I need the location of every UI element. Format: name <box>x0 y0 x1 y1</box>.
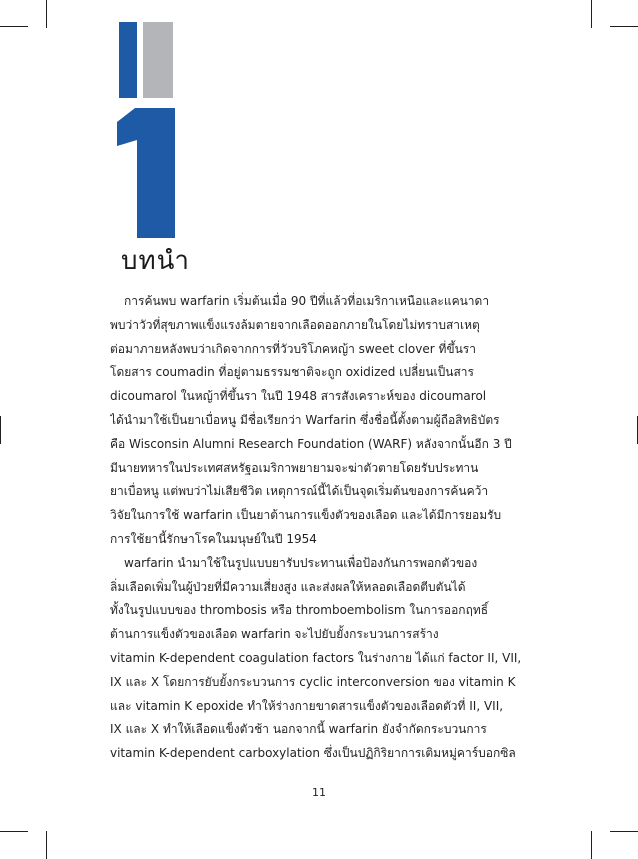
body-text <box>110 290 532 766</box>
chapter-accent-bar-blue <box>119 22 137 98</box>
chapter-title: บทนำ <box>121 246 191 276</box>
chapter-number <box>117 108 177 238</box>
crop-mark <box>0 416 1 444</box>
page-number: 11 <box>312 786 326 799</box>
crop-mark <box>0 26 28 27</box>
crop-mark <box>46 831 47 859</box>
text-line: vitamin K-dependent coagulation factors ในร่างกาย ได้แก่ factor II, VII, <box>110 650 522 665</box>
text-line: โดยสาร coumadin ที่อยู่ตามธรรมชาติจะถูก oxidized เปลี่ยนเป็นสาร <box>110 365 474 380</box>
text-line: วิจัยในการใช้ warfarin เป็นยาต้านการแข็งตัวของเลือด และได้มีการยอมรับ <box>110 508 502 523</box>
crop-mark <box>0 831 28 832</box>
text-line: ได้นำมาใช้เป็นยาเบื่อหนู มีชื่อเรียกว่า Warfarin ซึ่งชื่อนี้ตั้งตามผู้ถือสิทธิบัตร <box>110 412 500 427</box>
paragraph <box>110 290 532 552</box>
text-line: ยาเบื่อหนู แต่พบว่าไม่เสียชีวิต เหตุการณ์นี้ได้เป็นจุดเริ่มต้นของการค้นคว้า <box>110 484 489 499</box>
text-line: คือ Wisconsin Alumni Research Foundation (WARF) หลังจากนั้นอีก 3 ปี <box>110 436 512 451</box>
crop-mark <box>46 0 47 28</box>
text-line: IX และ X โดยการยับยั้งกระบวนการ cyclic interconversion ของ vitamin K <box>110 674 516 689</box>
text-line: ต่อมาภายหลังพบว่าเกิดจากการที่วัวบริโภคหญ้า sweet clover ที่ขึ้นรา <box>110 341 476 356</box>
text-line: warfarin นำมาใช้ในรูปแบบยารับประทานเพื่อป้องกันการพอกตัวของ <box>124 555 478 570</box>
paragraph <box>110 552 532 766</box>
text-line: dicoumarol ในหญ้าที่ขึ้นรา ในปี 1948 สารสังเคราะห์ของ dicoumarol <box>110 389 487 404</box>
crop-mark <box>591 0 592 28</box>
text-line: มีนายทหารในประเทศสหรัฐอเมริกาพยายามจะฆ่าตัวตายโดยรับประทาน <box>110 460 479 475</box>
text-line: ทั้งในรูปแบบของ thrombosis หรือ thromboembolism ในการออกฤทธิ์ <box>110 603 489 618</box>
crop-mark <box>610 26 638 27</box>
text-line: ลิ่มเลือดเพิ่มในผู้ป่วยที่มีความเสี่ยงสูง และส่งผลให้หลอดเลือดตีบตันได้ <box>110 579 466 594</box>
chapter-accent-bar-gray <box>143 22 173 98</box>
text-line: การใช้ยานี้รักษาโรคในมนุษย์ในปี 1954 <box>110 531 317 546</box>
text-line: พบว่าวัวที่สุขภาพแข็งแรงล้มตายจากเลือดออกภายในโดยไม่ทราบสาเหตุ <box>110 317 480 332</box>
text-line: vitamin K-dependent carboxylation ซึ่งเป็นปฏิกิริยาการเติมหมู่คาร์บอกซิล <box>110 746 516 761</box>
text-line: IX และ X ทำให้เลือดแข็งตัวช้า นอกจากนี้ warfarin ยังจำกัดกระบวนการ <box>110 722 487 737</box>
crop-mark <box>591 831 592 859</box>
text-line: การค้นพบ warfarin เริ่มต้นเมื่อ 90 ปีที่แล้วที่อเมริกาเหนือและแคนาดา <box>124 294 490 308</box>
crop-mark <box>610 831 638 832</box>
text-line: และ vitamin K epoxide ทำให้ร่างกายขาดสารแข็งตัวของเลือดตัวที่ II, VII, <box>110 698 504 713</box>
text-line: ต้านการแข็งตัวของเลือด warfarin จะไปยับยั้งกระบวนการสร้าง <box>110 627 439 642</box>
